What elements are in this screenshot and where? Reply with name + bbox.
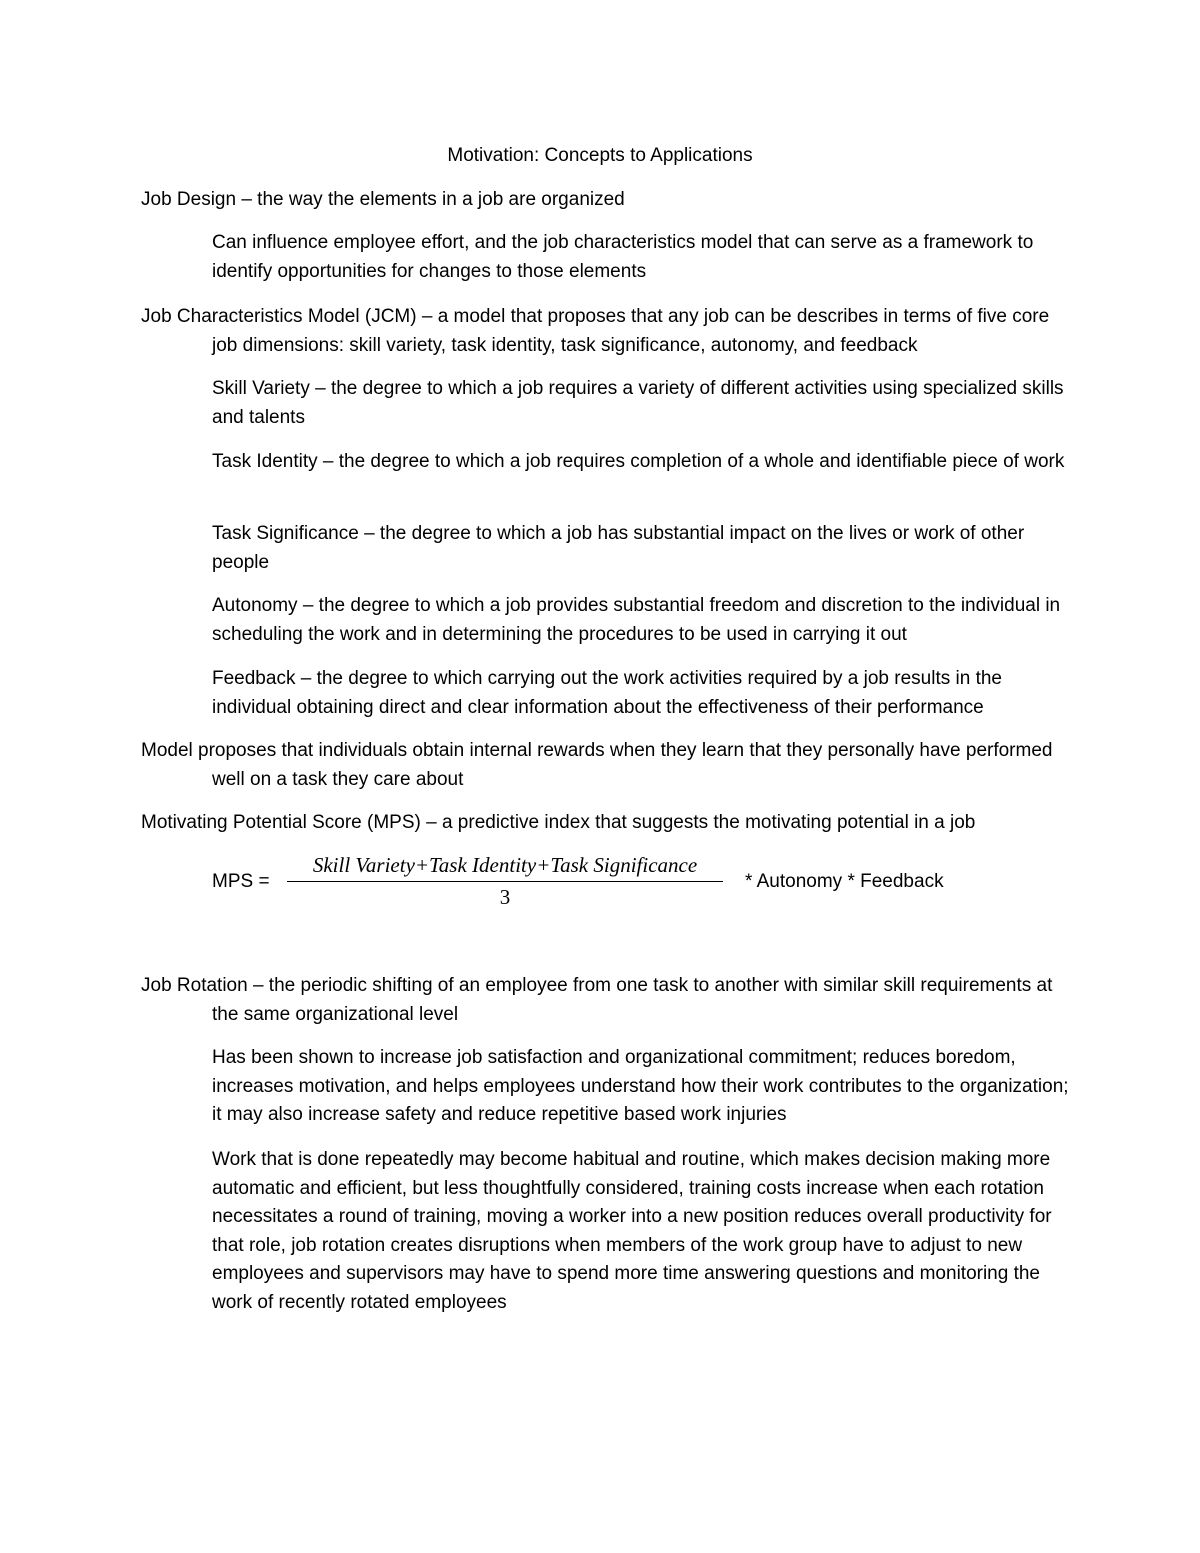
- jcm-heading: Job Characteristics Model (JCM) – a model that proposes that any job can be describes in terms of five core job dimensions: skill variety, task identity, task significance, autonomy, and feedback: [141, 306, 1050, 356]
- mps-denominator: 3: [499, 885, 511, 909]
- fraction-bar: [287, 881, 723, 882]
- job-rotation-heading: Job Rotation – the periodic shifting of an employee from one task to another with similar skill requirements at the same organizational level: [141, 975, 1053, 1025]
- autonomy-definition: Autonomy – the degree to which a job provides substantial freedom and discretion to the individual in scheduling the work and in determining the procedures to be used in carrying it out: [212, 595, 1061, 645]
- job-design-heading: Job Design – the way the elements in a job are organized: [141, 189, 625, 210]
- mps-heading: Motivating Potential Score (MPS) – a predictive index that suggests the motivating potential in a job: [141, 812, 976, 833]
- document-title: Motivation: Concepts to Applications: [447, 145, 753, 166]
- job-rotation-drawbacks: Work that is done repeatedly may become habitual and routine, which makes decision making more automatic and efficient, but less thoughtfully considered, training costs increase when each rotation necessitates a round of training, moving a worker into a new position reduces overall productivity for that role, job rotation creates disruptions when members of the work group have to adjust to new employees and supervisors may have to spend more time answering questions and monitoring the work of recently rotated employees: [212, 1149, 1052, 1313]
- mps-numerator: Skill Variety+Task Identity+Task Significance: [312, 853, 698, 877]
- mps-fraction: [287, 850, 723, 910]
- model-note: Model proposes that individuals obtain internal rewards when they learn that they personally have performed well on a task they care about: [141, 740, 1053, 790]
- job-rotation-benefits: Has been shown to increase job satisfaction and organizational commitment; reduces boredom, increases motivation, and helps employees understand how their work contributes to the organization; it may also increase safety and reduce repetitive based work injuries: [212, 1047, 1069, 1125]
- job-design-detail: Can influence employee effort, and the job characteristics model that can serve as a framework to identify opportunities for changes to those elements: [212, 232, 1034, 282]
- mps-suffix: * Autonomy * Feedback: [745, 871, 944, 892]
- task-identity-definition: Task Identity – the degree to which a job requires completion of a whole and identifiable piece of work: [212, 451, 1065, 472]
- task-significance-definition: Task Significance – the degree to which a job has substantial impact on the lives or work of other people: [212, 523, 1025, 573]
- mps-label: MPS =: [212, 871, 270, 892]
- feedback-definition: Feedback – the degree to which carrying out the work activities required by a job results in the individual obtaining direct and clear information about the effectiveness of their performance: [212, 668, 1002, 718]
- skill-variety-definition: Skill Variety – the degree to which a job requires a variety of different activities using specialized skills and talents: [212, 378, 1064, 428]
